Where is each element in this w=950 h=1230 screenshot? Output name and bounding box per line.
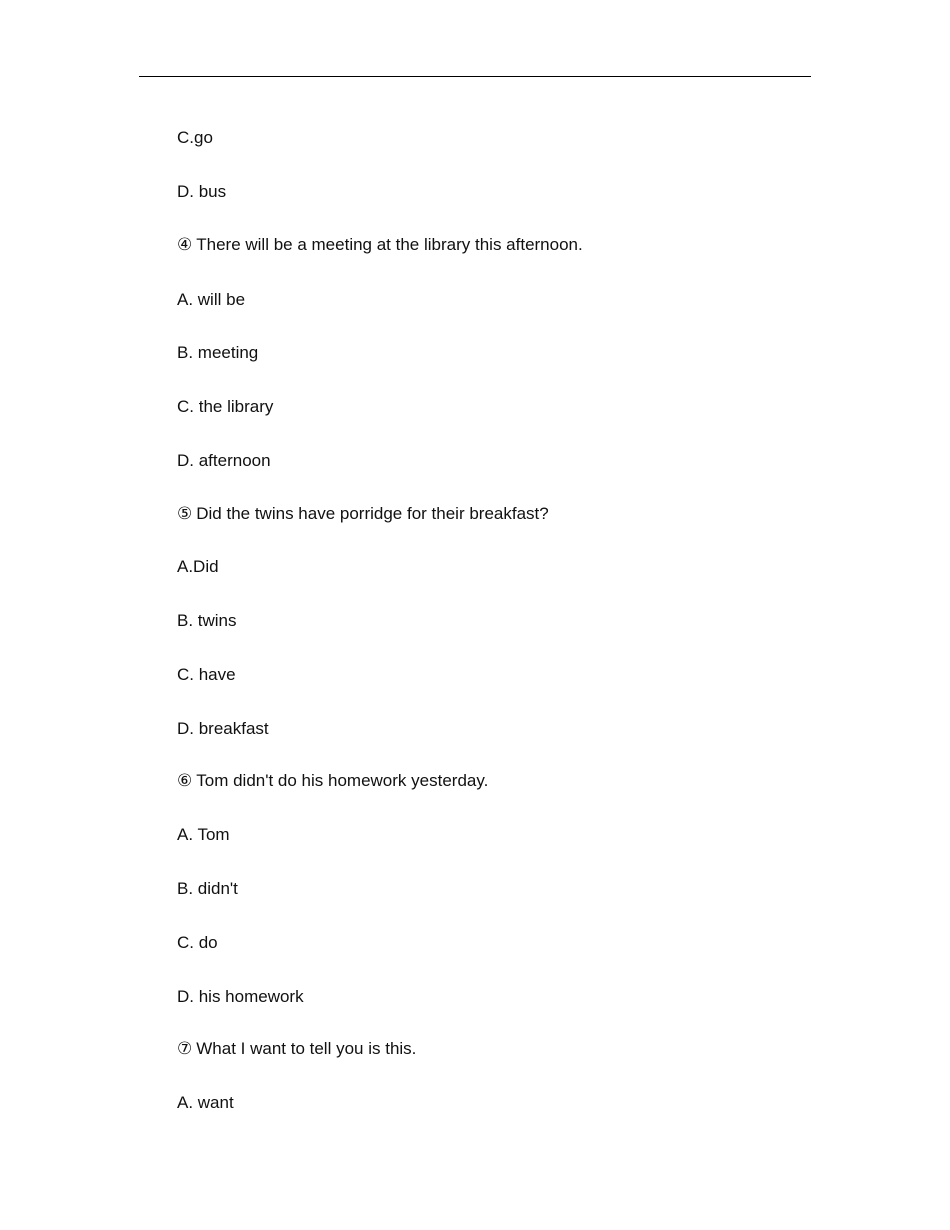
question-number-marker: ⑤: [177, 504, 193, 524]
question-line: [177, 235, 583, 255]
header-rule: [139, 76, 811, 77]
option-line: D. bus: [177, 182, 227, 201]
option-line: A. want: [177, 1093, 234, 1112]
option-line: C. do: [177, 933, 218, 952]
question-number-marker: ④: [177, 235, 193, 255]
question-text: There will be a meeting at the library this afternoon.: [196, 235, 583, 254]
question-line: [177, 771, 488, 791]
option-line: A. Tom: [177, 825, 230, 844]
option-line: C.go: [177, 128, 213, 147]
question-text: Did the twins have porridge for their breakfast?: [196, 504, 549, 523]
question-number-marker: ⑥: [177, 771, 193, 791]
question-text: What I want to tell you is this.: [196, 1039, 417, 1058]
option-line: D. his homework: [177, 987, 304, 1006]
option-line: D. breakfast: [177, 719, 269, 738]
option-line: B. didn't: [177, 879, 238, 898]
option-line: D. afternoon: [177, 451, 271, 470]
question-number-marker: ⑦: [177, 1039, 193, 1059]
option-line: B. twins: [177, 611, 237, 630]
option-line: C. have: [177, 665, 236, 684]
question-line: [177, 504, 549, 524]
option-line: A. will be: [177, 290, 246, 309]
question-line: [177, 1039, 416, 1059]
option-line: B. meeting: [177, 343, 259, 362]
option-line: A.Did: [177, 557, 219, 576]
option-line: C. the library: [177, 397, 274, 416]
question-text: Tom didn't do his homework yesterday.: [196, 771, 489, 790]
